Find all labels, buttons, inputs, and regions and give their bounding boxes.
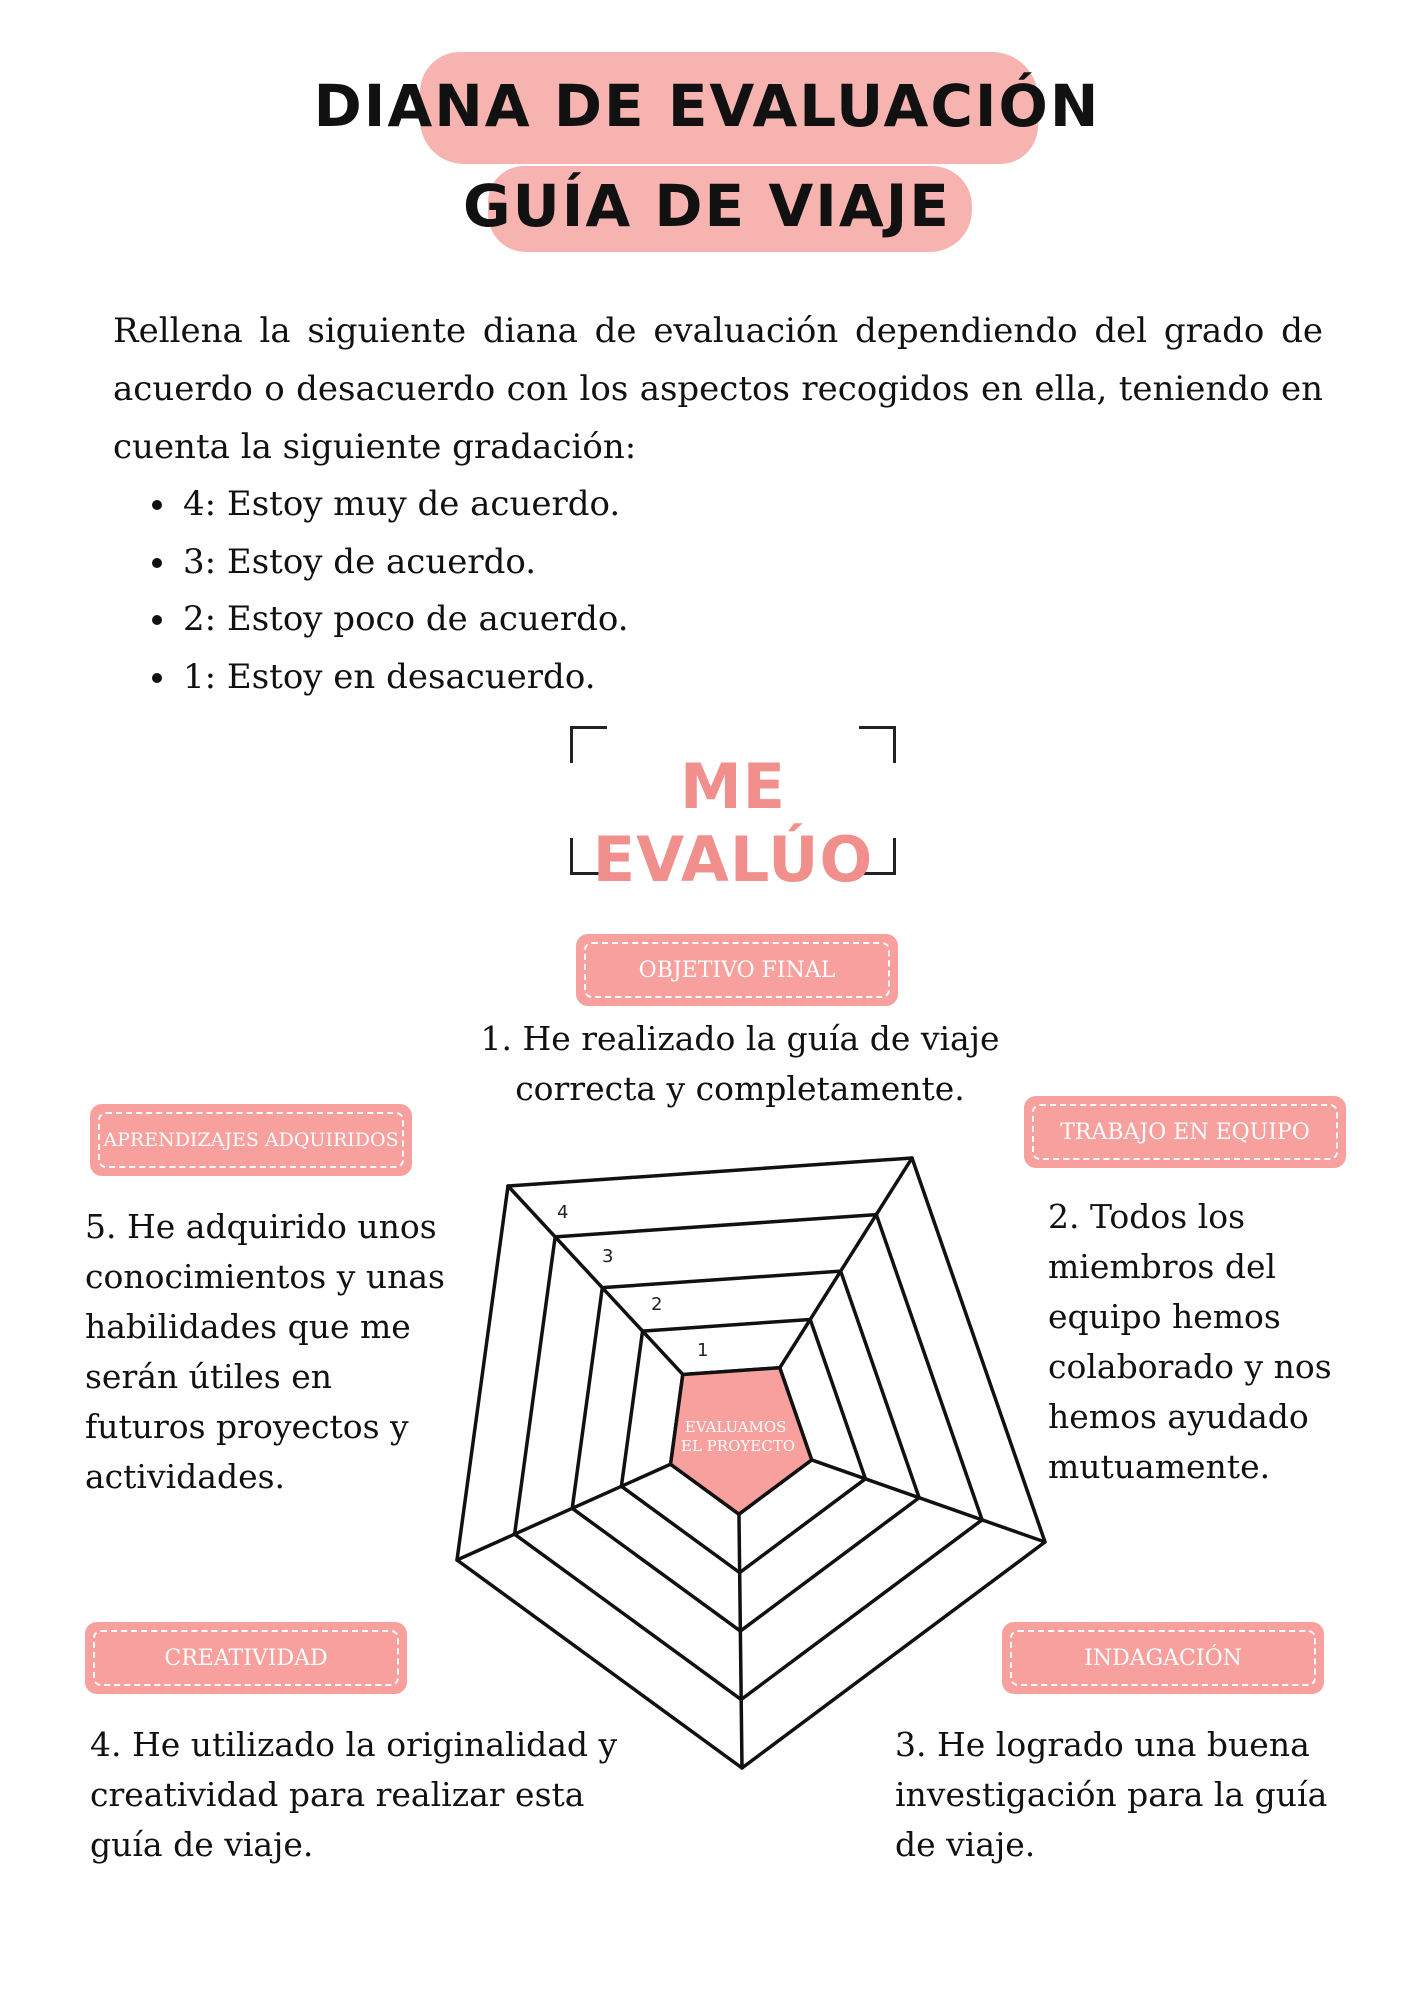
ring-number-1: 1 xyxy=(697,1340,709,1361)
section-title: ME EVALÚO xyxy=(592,750,874,896)
criterion-2: 2. Todos los miembros del equipo hemos colaborado y nos hemos ayudado mutuamente. xyxy=(1048,1197,1332,1486)
center-label-line-2: EL PROYECTO xyxy=(681,1437,795,1455)
category-tag-label: CREATIVIDAD xyxy=(93,1630,399,1686)
category-tag-label: INDAGACIÓN xyxy=(1010,1630,1316,1686)
criterion-3: 3. He logrado una buena investigación para la guía de viaje. xyxy=(895,1725,1328,1864)
category-tag-trabajo-equipo xyxy=(1024,1096,1346,1168)
category-tag-label: APRENDIZAJES ADQUIRIDOS xyxy=(98,1112,404,1168)
category-tag-indagacion xyxy=(1002,1622,1324,1694)
criterion-1: 1. He realizado la guía de viaje correcta y completamente. xyxy=(480,1019,1000,1108)
ring-number-2: 2 xyxy=(651,1294,663,1315)
intro-paragraph: Rellena la siguiente diana de evaluación dependiendo del grado de acuerdo o desacuerdo con los aspectos recogidos en ella, teniendo en cuenta la siguiente gradación: xyxy=(113,311,1323,467)
center-label-line-1: EVALUAMOS xyxy=(684,1418,787,1436)
category-tag-creatividad xyxy=(85,1622,407,1694)
target-spoke-4 xyxy=(457,1464,671,1560)
scale-item-3: • 3: Estoy de acuerdo. xyxy=(179,534,629,592)
criterion-5: 5. He adquirido unos conocimientos y unas habilidades que me serán útiles en futuros proyectos y actividades. xyxy=(85,1207,445,1496)
target-spoke-2 xyxy=(812,1460,1045,1542)
target-spoke-3 xyxy=(739,1514,742,1768)
target-center-label xyxy=(681,1418,795,1455)
category-tag-aprendizajes xyxy=(90,1104,412,1176)
category-tag-label: TRABAJO EN EQUIPO xyxy=(1032,1104,1338,1160)
ring-number-4: 4 xyxy=(557,1202,569,1223)
scale-item-4: • 4: Estoy muy de acuerdo. xyxy=(179,476,629,534)
criterion-4: 4. He utilizado la originalidad y creatividad para realizar esta guía de viaje. xyxy=(90,1725,618,1864)
category-tag-objetivo-final xyxy=(576,934,898,1006)
scale-item-1: • 1: Estoy en desacuerdo. xyxy=(179,649,629,707)
page-title-line-1: DIANA DE EVALUACIÓN xyxy=(313,72,1101,140)
page-title-line-2: GUÍA DE VIAJE xyxy=(463,172,951,240)
category-tag-label: OBJETIVO FINAL xyxy=(584,942,890,998)
scale-item-2: • 2: Estoy poco de acuerdo. xyxy=(179,591,629,649)
ring-number-3: 3 xyxy=(602,1246,614,1267)
